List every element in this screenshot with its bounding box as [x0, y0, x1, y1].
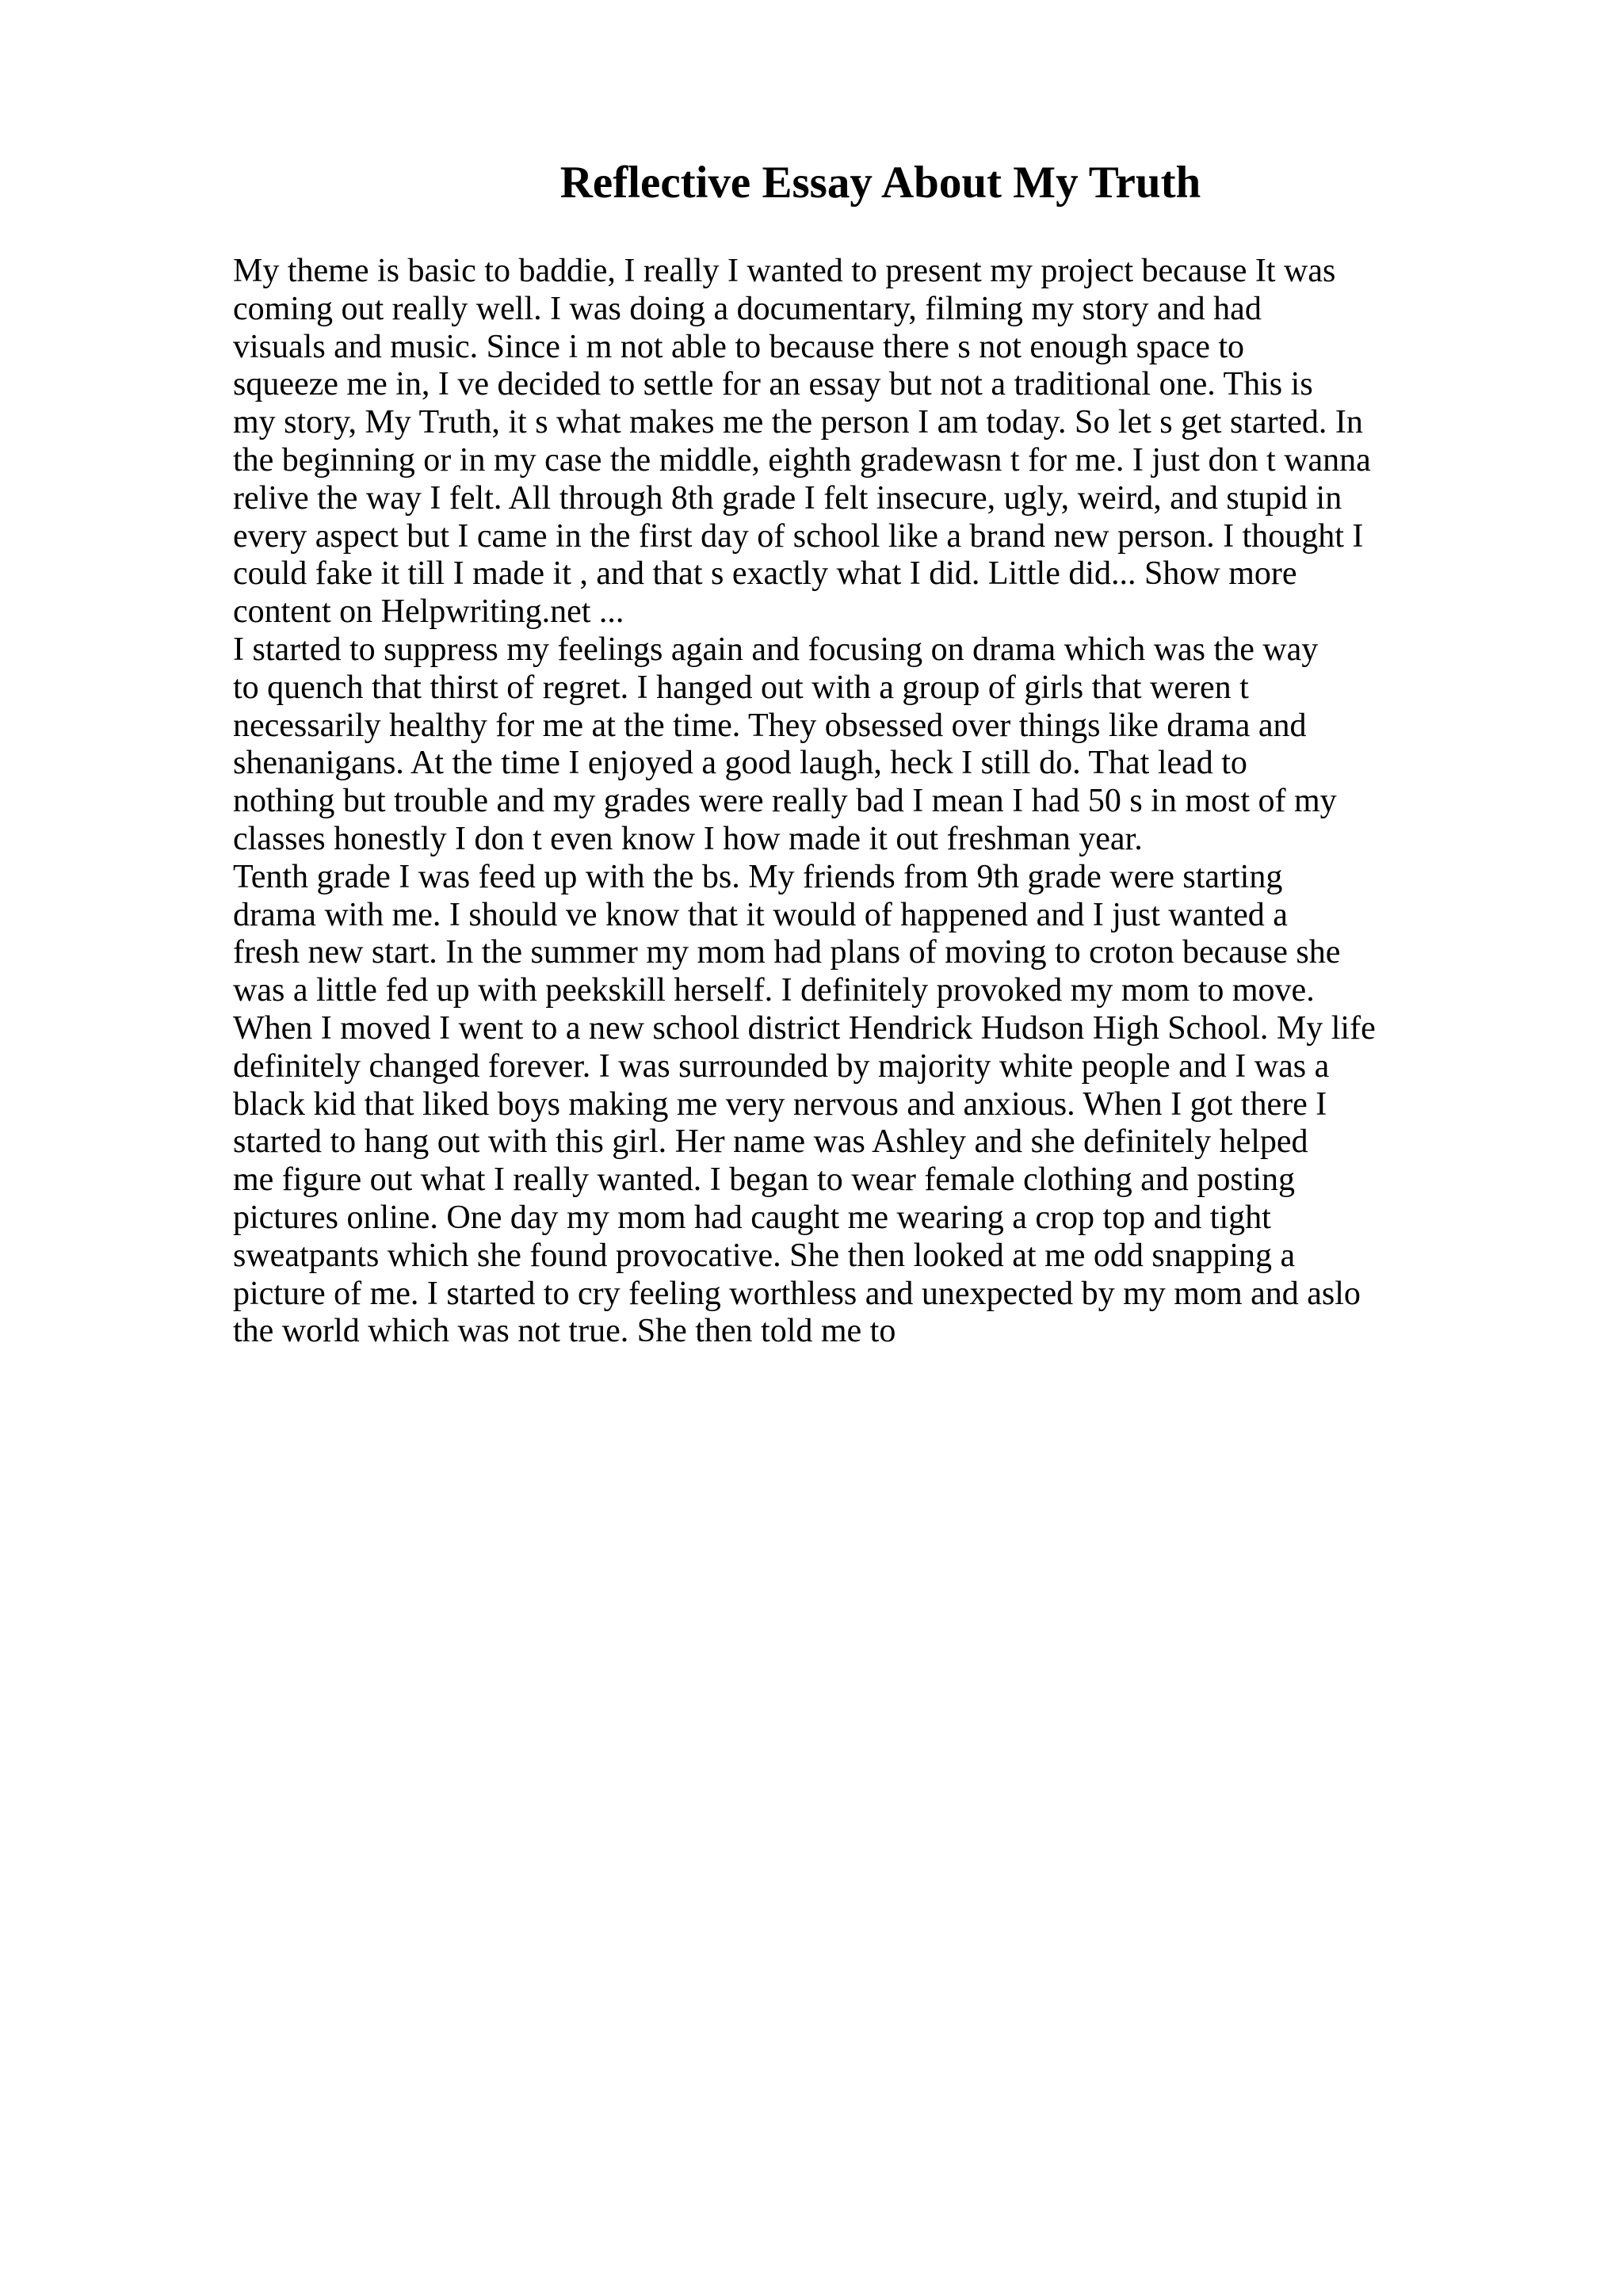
- essay-line: could fake it till I made it , and that s exactly what I did. Little did... Show more: [233, 555, 1297, 593]
- essay-line: sweatpants which she found provocative. She then looked at me odd snapping a: [233, 1237, 1296, 1274]
- essay-line: classes honestly I don t even know I how made it out freshman year.: [233, 820, 1143, 857]
- essay-line: pictures online. One day my mom had caught me wearing a crop top and tight: [233, 1199, 1271, 1236]
- essay-line: was a little fed up with peekskill herself. I definitely provoked my mom to move.: [233, 972, 1315, 1009]
- essay-line: drama with me. I should ve know that it would of happened and I just wanted a: [233, 896, 1288, 933]
- essay-line: started to hang out with this girl. Her name was Ashley and she definitely helped: [233, 1123, 1308, 1161]
- essay-line: relive the way I felt. All through 8th grade I felt insecure, ugly, weird, and stupid in: [233, 479, 1342, 517]
- essay-line: shenanigans. At the time I enjoyed a good laugh, heck I still do. That lead to: [233, 745, 1247, 782]
- essay-line: necessarily healthy for me at the time. They obsessed over things like drama and: [233, 707, 1307, 744]
- essay-line: I started to suppress my feelings again and focusing on drama which was the way: [233, 631, 1319, 668]
- essay-line: picture of me. I started to cry feeling worthless and unexpected by my mom and aslo: [233, 1275, 1361, 1312]
- essay-line: the beginning or in my case the middle, eighth gradewasn t for me. I just don t wanna: [233, 441, 1371, 479]
- essay-line: definitely changed forever. I was surrounded by majority white people and I was a: [233, 1047, 1330, 1085]
- essay-line: visuals and music. Since i m not able to because there s not enough space to: [233, 328, 1245, 365]
- essay-line: my story, My Truth, it s what makes me the person I am today. So let s get started. In: [233, 404, 1363, 441]
- essay-line: Tenth grade I was feed up with the bs. My friends from 9th grade were starting: [233, 858, 1283, 895]
- essay-line: My theme is basic to baddie, I really I wanted to present my project because It was: [233, 253, 1336, 289]
- essay-line: to quench that thirst of regret. I hanged out with a group of girls that weren t: [233, 669, 1249, 706]
- essay-line: every aspect but I came in the first day of school like a brand new person. I thought I: [233, 517, 1364, 555]
- essay-line: the world which was not true. She then told me to: [233, 1313, 896, 1350]
- essay-line: fresh new start. In the summer my mom had plans of moving to croton because she: [233, 934, 1341, 971]
- essay-line: coming out really well. I was doing a documentary, filming my story and had: [233, 290, 1262, 327]
- document-title: Reflective Essay About My Truth: [559, 158, 1201, 208]
- essay-line: When I moved I went to a new school district Hendrick Hudson High School. My life: [233, 1009, 1376, 1047]
- essay-line: me figure out what I really wanted. I began to wear female clothing and posting: [233, 1161, 1296, 1199]
- essay-line: nothing but trouble and my grades were really bad I mean I had 50 s in most of my: [233, 783, 1337, 820]
- essay-line: content on Helpwriting.net ...: [233, 593, 624, 631]
- essay-line: black kid that liked boys making me very nervous and anxious. When I got there I: [233, 1085, 1327, 1123]
- essay-line: squeeze me in, I ve decided to settle for an essay but not a traditional one. This is: [233, 366, 1313, 403]
- essay-body: [233, 253, 1376, 1351]
